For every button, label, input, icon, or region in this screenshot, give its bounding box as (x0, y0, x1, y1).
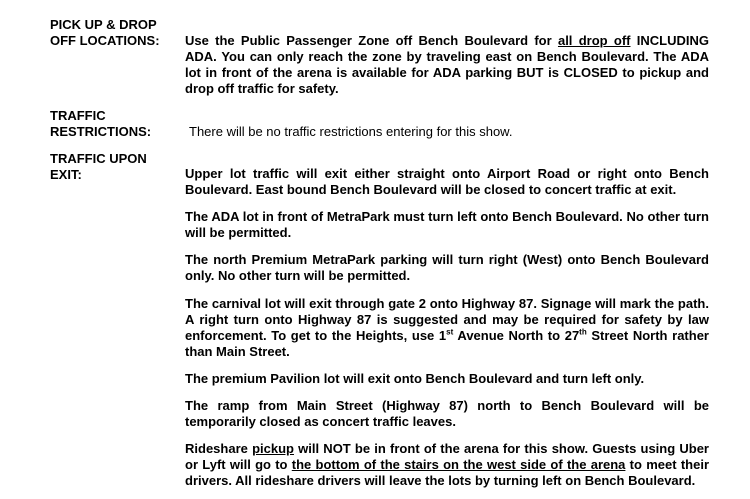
pickup-text-b: INCLUDING ADA. You can only reach the zone by traveling east on Bench Boulevard. The ADA lot in front of the arena is available for ADA parking BUT is CLOSED to pickup and drop off traffic for safety. (185, 33, 709, 96)
exit-heading (50, 151, 147, 183)
restrictions-heading-line1: TRAFFIC (50, 108, 106, 123)
carnival-text-b: Avenue North to 27 (453, 328, 580, 343)
restrictions-heading (50, 108, 151, 140)
west-stairs-emphasis: the bottom of the stairs on the west side of the arena (291, 457, 626, 472)
pickup-paragraph (185, 33, 709, 97)
exit-paragraph-ramp: The ramp from Main Street (Highway 87) north to Bench Boulevard will be temporarily closed as concert traffic leaves. (185, 398, 709, 429)
carnival-text-a: The carnival lot will exit through gate 2 onto Highway 87. Signage will mark the path. A right turn onto Highway 87 is suggested and may be required for safety by law enforcement. To get to the Heights, use 1 (185, 296, 709, 343)
pickup-heading-line1: PICK UP & DROP (50, 17, 157, 32)
exit-paragraph-upper-lot: Upper lot traffic will exit either straight onto Airport Road or right onto Bench Boulevard. East bound Bench Boulevard will be closed to concert traffic at exit. (185, 166, 709, 197)
restrictions-paragraph: There will be no traffic restrictions entering for this show. (189, 124, 513, 139)
exit-paragraph-north-premium: The north Premium MetraPark parking will turn right (West) onto Bench Boulevard only. No other turn will be permitted. (185, 252, 709, 283)
rideshare-text-a: Rideshare (185, 441, 253, 456)
pickup-heading-line2: OFF LOCATIONS: (50, 33, 160, 48)
rideshare-text-c: to meet their drivers. All rideshare drivers will leave the lots by turning left on Bench Boulevard. (185, 457, 709, 488)
exit-paragraph-ada-lot: The ADA lot in front of MetraPark must turn left onto Bench Boulevard. No other turn will be permitted. (185, 209, 709, 240)
exit-paragraph-rideshare (185, 441, 709, 489)
exit-heading-line2: EXIT: (50, 167, 82, 182)
restrictions-heading-line2: RESTRICTIONS: (50, 124, 152, 139)
all-drop-off-emphasis: all drop off (557, 33, 631, 48)
pickup-heading (50, 17, 160, 49)
exit-heading-line1: TRAFFIC UPON (50, 151, 147, 166)
pickup-text-a: Use the Public Passenger Zone off Bench Boulevard for (185, 33, 558, 48)
pickup-emphasis: pickup (252, 441, 294, 456)
rideshare-text-b: will NOT be in front of the arena for this show. Guests using Uber or Lyft will go to (185, 441, 709, 472)
exit-paragraph-pavilion-lot: The premium Pavilion lot will exit onto Bench Boulevard and turn left only. (185, 371, 645, 386)
ordinal-th: th (579, 327, 587, 337)
exit-paragraph-carnival-lot (185, 296, 709, 360)
carnival-text-c: Street North rather than Main Street. (185, 328, 709, 359)
ordinal-st: st (446, 327, 454, 337)
